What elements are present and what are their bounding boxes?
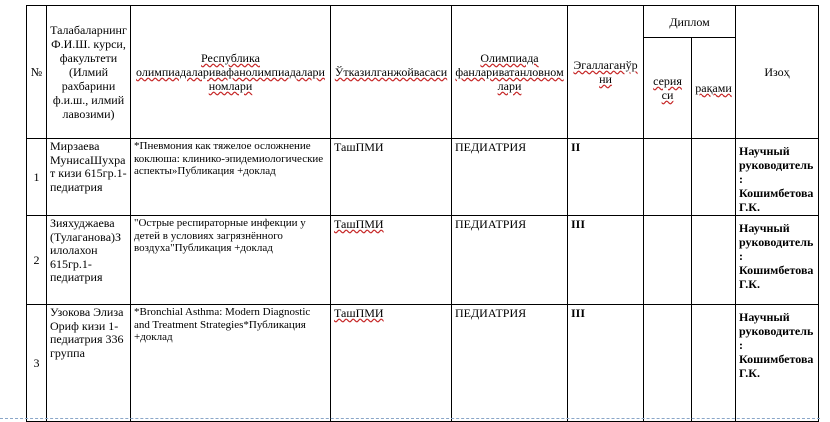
row-direction: ПЕДИАТРИЯ	[452, 305, 568, 422]
row-place: II	[568, 139, 644, 216]
row-series	[644, 139, 692, 216]
row-org	[331, 305, 452, 422]
row-org-text: ТашПМИ	[334, 306, 384, 320]
row-title: *Bronchial Asthma: Modern Diagnostic and Treatment Strategies*Публикация +доклад	[131, 305, 331, 422]
row-num: 2	[27, 216, 47, 305]
header-series	[644, 38, 692, 139]
table-row	[27, 305, 819, 422]
page-break-line	[0, 418, 820, 419]
row-title: *Пневмония как тяжелое осложнение коклюша: клинико-эпидемиологические аспекты»Публикация +доклад	[131, 139, 331, 216]
row-org	[331, 216, 452, 305]
row-place: III	[568, 216, 644, 305]
row-number	[692, 139, 736, 216]
header-result	[568, 6, 644, 139]
row-number	[692, 305, 736, 422]
header-series-text: серия си	[653, 74, 682, 102]
row-direction: ПЕДИАТРИЯ	[452, 139, 568, 216]
header-student: Талабаларнинг Ф.И.Ш. курси, факультети (Илмий рахбарини ф.и.ш., илмий лавозими)	[47, 6, 131, 139]
table-row	[27, 216, 819, 305]
header-number	[692, 38, 736, 139]
header-diploma: Диплом	[644, 6, 736, 38]
row-direction: ПЕДИАТРИЯ	[452, 216, 568, 305]
row-series	[644, 216, 692, 305]
header-number-text: рақами	[695, 81, 732, 95]
header-olympiad	[131, 6, 331, 139]
row-student: Зияхуджаева (Тулаганова)Зилолахон 615гр.1-педиатрия	[47, 216, 131, 305]
row-series	[644, 305, 692, 422]
row-org: ТашПМИ	[331, 139, 452, 216]
header-olympiad-text: Республика олимпиадаларивафанолимпиадалариномлари	[136, 51, 325, 93]
table-row	[27, 139, 819, 216]
header-note: Изоҳ	[736, 6, 819, 139]
header-num: №	[27, 6, 47, 139]
header-place-text: Ўтказилганжойвасаси	[334, 65, 448, 79]
row-title: "Острые респираторные инфекции у детей в условиях загрязнённого воздуха"Публикация +доклад	[131, 216, 331, 305]
header-direction-text: Олимпиада фанлариватанловномлари	[455, 51, 564, 93]
row-student: Мирзаева МунисаШухрат кизи 615гр.1-педиатрия	[47, 139, 131, 216]
header-place	[331, 6, 452, 139]
header-row-1	[27, 6, 819, 38]
row-place: III	[568, 305, 644, 422]
row-num: 1	[27, 139, 47, 216]
row-student: Узокова Элиза Ориф кизи 1-педиатрия 336 группа	[47, 305, 131, 422]
row-note: Научный руководитель: Кошимбетова Г.К.	[736, 139, 819, 216]
row-note: Научный руководитель: Кошимбетова Г.К.	[736, 305, 819, 422]
row-number	[692, 216, 736, 305]
header-result-text: Эгаллаганўрни	[573, 58, 638, 86]
row-note: Научный руководитель: Кошимбетова Г.К.	[736, 216, 819, 305]
olympiad-results-table	[26, 5, 819, 422]
row-num: 3	[27, 305, 47, 422]
header-direction	[452, 6, 568, 139]
row-org-text: ТашПМИ	[334, 217, 384, 231]
